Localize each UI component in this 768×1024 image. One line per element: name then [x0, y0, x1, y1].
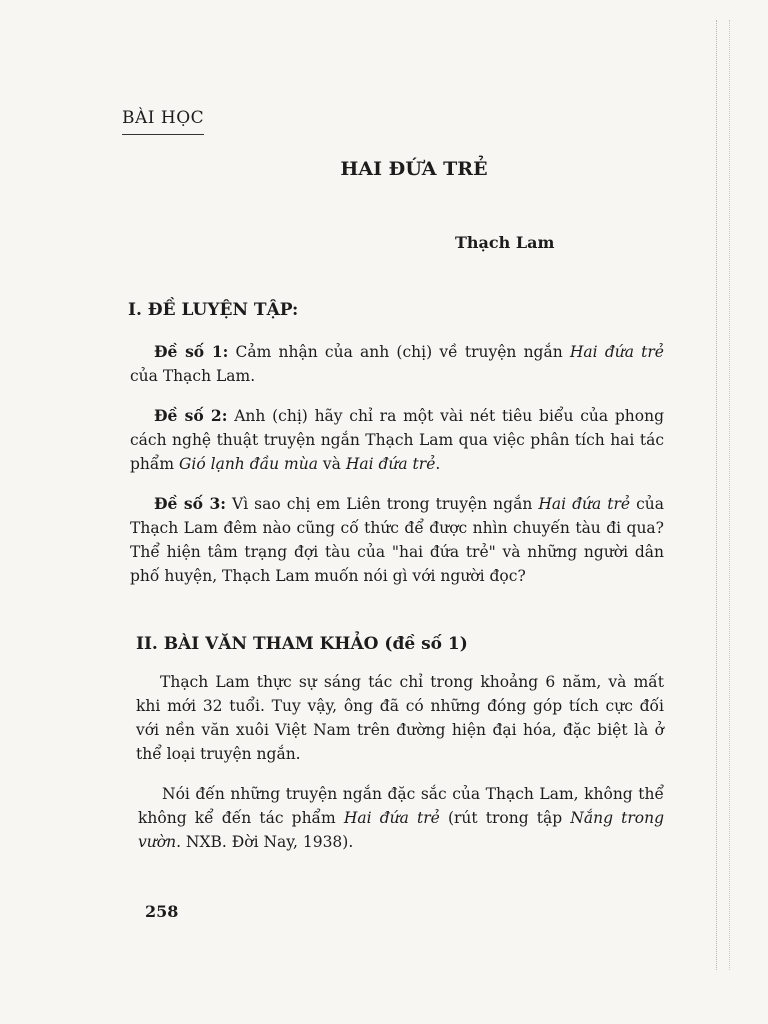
essay-paragraph-2-mid: (rút trong tập: [439, 809, 571, 827]
author-name: Thạch Lam: [455, 233, 555, 252]
heading-practice-topics: I. ĐỀ LUYỆN TẬP:: [128, 300, 299, 320]
topic-2-conjunction: và: [317, 455, 346, 473]
topic-3-work-title: Hai đứa trẻ: [538, 495, 631, 513]
essay-paragraph-1: Thạch Lam thực sự sáng tác chỉ trong khoảng 6 năm, và mất khi mới 32 tuổi. Tuy vậy, ông đã có những đóng góp tích cực đối với nền văn xuôi Việt Nam trên đường hiện đại hóa, đặc biệt là ở thể loại truyện ngắn.: [136, 673, 664, 763]
heading-reference-essay: II. BÀI VĂN THAM KHẢO (đề số 1): [136, 634, 468, 654]
topic-3-label: Đề số 3:: [154, 494, 226, 513]
essay-paragraph-2-text: Nói đến những truyện ngắn đặc sắc của Thạch Lam, không thể không kể đến tác phẩm: [138, 785, 664, 827]
topic-1-text-end: của Thạch Lam.: [130, 367, 256, 385]
section-label: BÀI HỌC: [122, 108, 204, 135]
topic-1-label: Đề số 1:: [154, 342, 229, 361]
topic-2-text: Anh (chị) hãy chỉ ra một vài nét tiêu biểu của phong cách nghệ thuật truyện ngắn Thạch Lam qua việc phân tích hai tác phẩm: [130, 407, 664, 473]
essay-work-title: Hai đứa trẻ: [343, 809, 440, 827]
topic-3-text: Vì sao chị em Liên trong truyện ngắn: [225, 495, 539, 513]
topic-2-text-end: .: [435, 455, 441, 473]
topic-2: [130, 404, 664, 476]
lesson-title-text: HAI ĐỨA TRẺ: [340, 158, 488, 180]
page-number: 258: [145, 902, 179, 921]
lesson-title: [0, 158, 768, 180]
topic-3: [130, 492, 664, 588]
topic-1-work-title: Hai đứa trẻ: [569, 343, 664, 361]
essay-paragraph-2-end: . NXB. Đời Nay, 1938).: [176, 833, 354, 851]
essay-collection-title: Nắng trong vườn: [138, 809, 664, 851]
topic-1-text: Cảm nhận của anh (chị) về truyện ngắn: [228, 343, 570, 361]
topic-2-label: Đề số 2:: [154, 406, 228, 425]
topic-2-work-title-1: Gió lạnh đầu mùa: [179, 455, 318, 473]
topic-3-text-end: của Thạch Lam đêm nào cũng cố thức để được nhìn chuyến tàu đi qua? Thể hiện tâm trạng đợi tàu của "hai đứa trẻ" và những người dân phố huyện, Thạch Lam muốn nói gì với người đọc?: [130, 495, 664, 585]
topic-2-work-title-2: Hai đứa trẻ: [345, 455, 436, 473]
essay-paragraph-2: [138, 782, 664, 854]
topic-1: [130, 340, 664, 388]
